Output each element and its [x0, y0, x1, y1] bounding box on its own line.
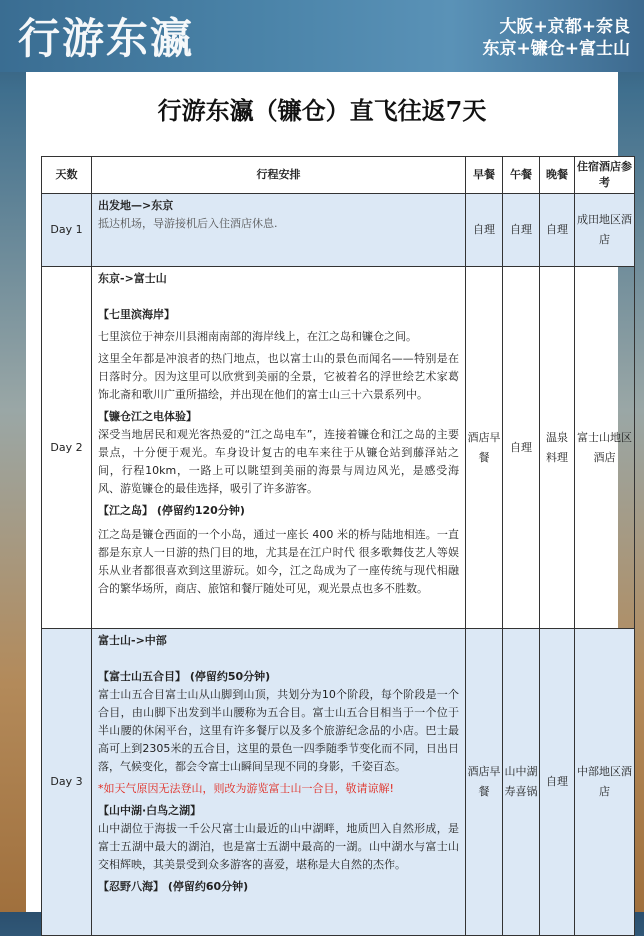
day3-weather-note: *如天气原因无法登山，则改为游览富士山一合目，敬请谅解!: [98, 782, 394, 795]
route-line-1: 大阪+京都+奈良: [499, 17, 630, 37]
day3-label: Day 3: [42, 629, 92, 936]
day2-spot2-text: 深受当地居民和观光客热爱的“江之岛电车”，连接着镰仓和江之岛的主要景点，十分便于观光。车身设计复古的电车来往于从镰仓站到藤泽站之间，行程10km，一路上可以眺望到美丽的海景与周边风光，是感受海风、游览镰仓的最佳选择，吸引了许多游客。: [98, 428, 459, 495]
day3-spot3-title: 【忍野八海】 (停留约60分钟): [98, 880, 249, 893]
header-day: 天数: [42, 157, 92, 194]
day2-label: Day 2: [42, 267, 92, 629]
day1-lunch: 自理: [503, 194, 540, 267]
day1-breakfast: 自理: [466, 194, 503, 267]
day1-hotel: 成田地区酒店: [575, 194, 635, 267]
day1-dinner: 自理: [540, 194, 575, 267]
day1-label: Day 1: [42, 194, 92, 267]
day1-desc: 抵达机场，导游接机后入住酒店休息.: [98, 217, 278, 230]
day2-spot1-text1: 七里滨位于神奈川县湘南南部的海岸线上，在江之岛和镰仓之间。: [98, 330, 417, 343]
table-header-row: [42, 157, 635, 194]
header-dinner: 晚餐: [540, 157, 575, 194]
day2-lunch: 自理: [503, 267, 540, 629]
header-lunch: 午餐: [503, 157, 540, 194]
table-row-day3: [42, 629, 635, 936]
header-plan: 行程安排: [92, 157, 466, 194]
day3-hotel: 中部地区酒店: [575, 629, 635, 936]
day1-plan: [92, 194, 466, 267]
day3-spot1-title: 【富士山五合目】 (停留约50分钟): [98, 670, 271, 683]
header-banner: [0, 0, 644, 72]
day3-lunch: 山中湖寿喜锅: [503, 629, 540, 936]
document-title: 行游东瀛（镰仓）直飞往返7天: [157, 95, 487, 125]
table-row-day1: [42, 194, 635, 267]
day3-breakfast: 酒店早餐: [466, 629, 503, 936]
day3-dinner: 自理: [540, 629, 575, 936]
route-summary: [483, 16, 631, 60]
day2-hotel: 富士山地区酒店: [575, 267, 635, 629]
day1-route: 出发地—>东京: [98, 199, 174, 212]
day2-spot3-title: 【江之岛】 (停留约120分钟): [98, 504, 245, 517]
day2-dinner: 温泉料理: [540, 267, 575, 629]
day2-spot3-text: 江之岛是镰仓西面的一个小岛，通过一座长 400 米的桥与陆地相连。一直都是东京人一日游的热门目的地，尤其是在江户时代 很多歌舞伎艺人等娱乐从业者都很喜欢到这里游玩。如今，江之岛成为了一座传统与现代相融合的繁华场所，商店、旅馆和餐厅随处可见，观光景点也多不胜数。: [98, 528, 459, 595]
day2-spot2-title: 【镰仓江之电体验】: [98, 410, 197, 423]
day2-route: 东京->富士山: [98, 272, 167, 285]
day3-route: 富士山->中部: [98, 634, 167, 647]
table-row-day2: [42, 267, 635, 629]
route-line-2: 东京+镰仓+富士山: [482, 39, 630, 59]
day2-spot1-text2: 这里全年都是冲浪者的热门地点，也以富士山的景色而闻名——特别是在日落时分。因为这里可以欣赏到美丽的全景，它被着名的浮世绘艺术家葛饰北斋和歌川广重所描绘，并出现在他们的富士山三十六景系列中。: [98, 352, 459, 401]
header-hotel: 住宿酒店参考: [575, 157, 635, 194]
day2-breakfast: 酒店早餐: [466, 267, 503, 629]
brand-logo: 行游东瀛: [18, 14, 195, 63]
day2-spot1-title: 【七里滨海岸】: [98, 308, 175, 321]
day3-spot2-text: 山中湖位于海拔一千公尺富士山最近的山中湖畔，地质凹入自然形成，是富士五湖中最大的湖泊，也是富士五湖中最高的一湖。山中湖水与富士山交相辉映，其美景受到众多游客的喜爱，堪称是大自然的杰作。: [98, 822, 459, 871]
itinerary-document: [26, 72, 632, 912]
itinerary-table: [41, 156, 635, 936]
day3-spot1-text: 富士山五合目富士山从山脚到山顶，共划分为10个阶段，每个阶段是一个合目，由山脚下出发到半山腰称为五合目。富士山五合目相当于一个位于半山腰的休闲平台，这里有许多餐厅以及多个旅游纪念品的小店。巴士最高可上到2305米的五合目，这里的景色一四季随季节变化而不同，日出日落，气候变化，都会令富士山瞬间呈现不同的身影，千姿百态。: [98, 688, 459, 773]
header-breakfast: 早餐: [466, 157, 503, 194]
day2-plan: [92, 267, 466, 629]
day3-spot2-title: 【山中湖·白鸟之湖】: [98, 804, 202, 817]
day3-plan: [92, 629, 466, 936]
